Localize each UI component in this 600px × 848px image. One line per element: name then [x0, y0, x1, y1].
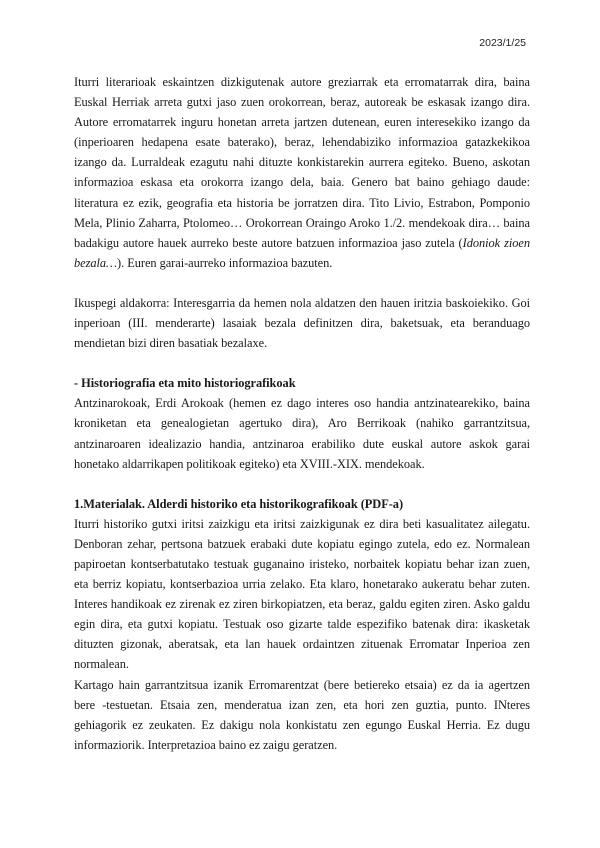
paragraph-materials-2: Kartago hain garrantzitsua izanik Erromarentzat (bere betiereko etsaia) ez da ia agertzen bere -testuetan. Etsaia zen, menderatua izan zen, eta hori zen guztia, punto. INteres gehiagorik ez zeukaten. Ez dakigu nola konkistatu zen egungo Euskal Herria. Ez dugu informaziorik. Interpretazioa baino ez zaigu geratzen. [74, 677, 530, 752]
paragraph-sources-text: Iturri literarioak eskaintzen dizkigutenak autore greziarrak eta erromatarrak dira, baina Euskal Herriak arreta gutxi jaso zuen orokorrean, beraz, autoreak be eskasak izango dira. Autore erromatarrek inguru honetan arreta jartzen dutenean, euren interesekiko izango da (inperioaren hedapena esate baterako), beraz, lehendabiziko informazioa gatazkekikoa izango da. Lurraldeak ezagutu nahi dituzte konkistarekin aurrera egiteko. Bueno, askotan informazioa eskasa eta orokorra izango dela, baia. Genero bat baino gehiago daude: literatura ez ezik, geografia eta historia be jorratzen dira. Tito Livio, Estrabon, Pomponio Mela, Plinio Zaharra, Ptolomeo… Orokorrean Oraingo Aroko 1./2. mendekoak dira… baina badakigu autore hauek aurreko beste autore batzuen informazioa jaso zutela ( [74, 75, 530, 250]
page-date: 2023/1/25 [479, 37, 526, 49]
section-heading-materials: 1.Materialak. Alderdi historiko eta historikografikoak (PDF-a) [74, 496, 404, 511]
paragraph-historiography: Antzinarokoak, Erdi Arokoak (hemen ez dago interes oso handia antzinatearekiko, baina kroniketan eta genealogietan agertuko dira), Aro Berrikoak (nahiko garrantzitsua, antzinaroaren idealizazio handia, antzinaroa erabiliko dute euskal autore askok garai honetako aldarrikapen politikoak egiteko) eta XVIII.-XIX. mendekoak. [74, 396, 530, 471]
paragraph-perspective: Ikuspegi aldakorra: Interesgarria da hemen nola aldatzen den hauen iritzia baskoiekiko. Goi inperioan (III. menderarte) lasaiak bezala definitzen dira, baketsuak, eta beranduago mendietan bizi diren basatiak bezalaxe. [74, 295, 530, 351]
paragraph-sources [74, 72, 530, 273]
paragraph-sources-end: ). Euren garai-aurreko informazioa bazuten. [117, 255, 333, 270]
section-heading-historiography: - Historiografia eta mito historiografikoak [74, 376, 296, 391]
document-body [74, 72, 530, 755]
paragraph-sources-italic: Idoniok zioen bezala… [74, 235, 530, 270]
paragraph-materials-1: Iturri historiko gutxi iritsi zaizkigu eta iritsi zaizkigunak ez dira beti kasualitatez ailegatu. Denboran zehar, pertsona batzuek erabaki dute kopiatu egingo zutela, edo ez. Normalean papiroetan kontserbatutako testuak guganaino iristeko, norbaitek kopiatu behar izan zuen, eta berriz kopiatu, kontserbazioa urria zelako. Eta klaro, honetarako aukeratu behar zuten. Interes handikoak ez zirenak ez ziren birkopiatzen, eta beraz, galdu egiten ziren. Asko galdu egin dira, eta gutxi kopiatu. Testuak oso gizarte talde espezifiko batenak dira: ikasketak dituzten gizonak, aberatsak, eta lan hauek ordaintzen zituenak Erromatar Inperioa zen normalean. [74, 516, 530, 672]
